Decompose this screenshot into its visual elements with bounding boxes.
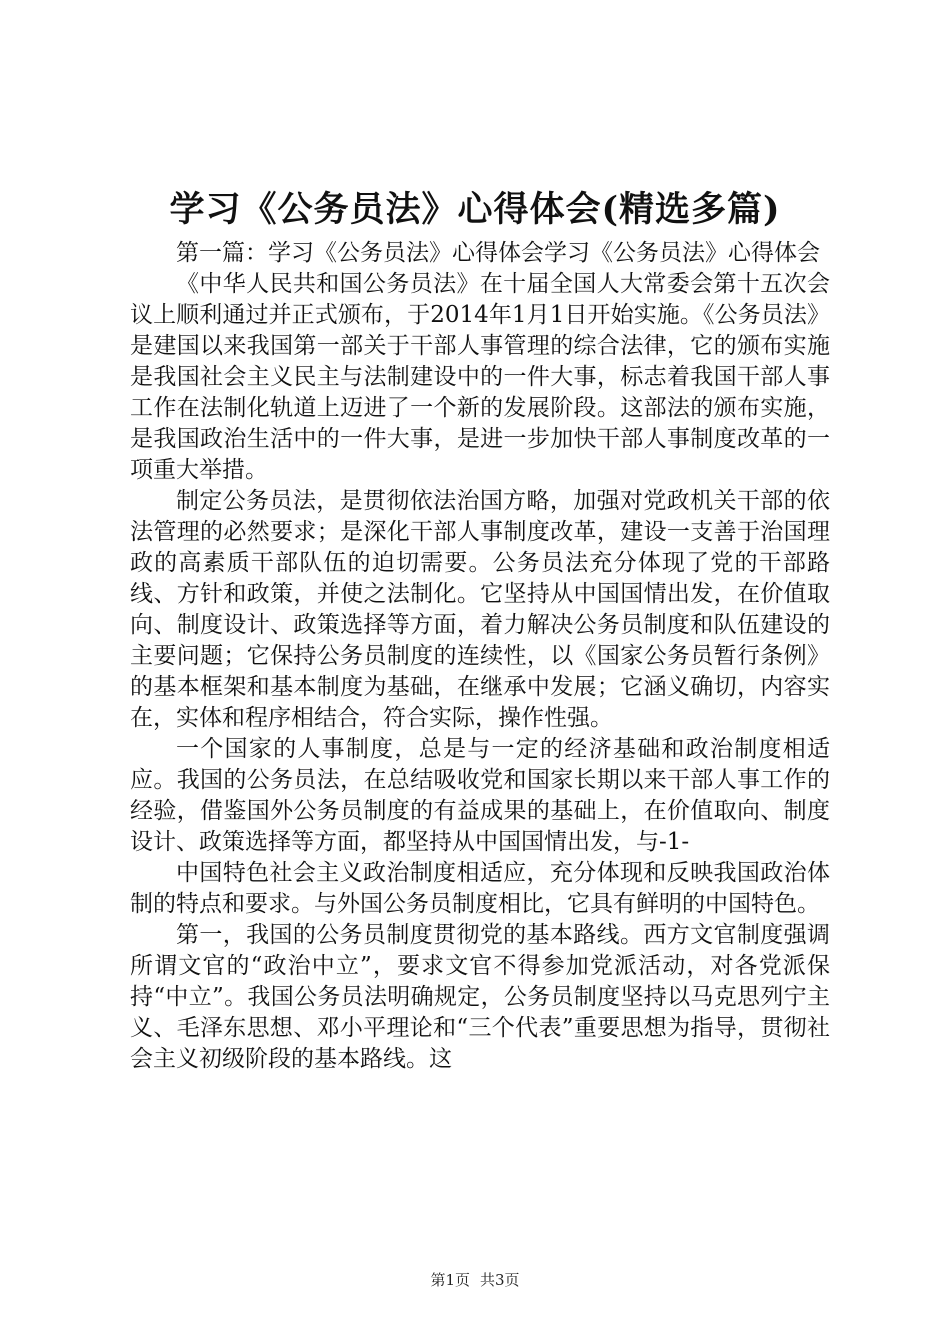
paragraph-2: 《中华人民共和国公务员法》在十届全国人大常委会第十五次会议上顺利通过并正式颁布，于2014年1月1日开始实施。《公务员法》是建国以来我国第一部关于干部人事管理的综合法律，它的颁布实施是我国社会主义民主与法制建设中的一件大事，标志着我国干部人事工作在法制化轨道上迈进了一个新的发展阶段。这部法的颁布实施，是我国政治生活中的一件大事，是进一步加快干部人事制度改革的一项重大举措。 [130, 271, 830, 483]
paragraph-4: 一个国家的人事制度，总是与一定的经济基础和政治制度相适应。我国的公务员法，在总结吸收党和国家长期以来干部人事工作的经验，借鉴国外公务员制度的有益成果的基础上，在价值取向、制度设计、政策选择等方面，都坚持从中国国情出发，与-1- [130, 736, 830, 855]
document-title: 学习《公务员法》心得体会(精选多篇) [169, 189, 781, 230]
paragraph-6: 第一，我国的公务员制度贯彻党的基本路线。西方文官制度强调所谓文官的“政治中立”，要求文官不得参加党派活动，对各党派保持“中立”。我国公务员法明确规定，公务员制度坚持以马克思列宁主义、毛泽东思想、邓小平理论和“三个代表”重要思想为指导，贯彻社会主义初级阶段的基本路线。这 [130, 922, 830, 1072]
document-body [130, 238, 830, 1075]
paragraph-1: 第一篇：学习《公务员法》心得体会学习《公务员法》心得体会 [176, 240, 820, 266]
page-total: 共3页 [480, 1271, 520, 1289]
page-footer [0, 1270, 950, 1290]
paragraph-5: 中国特色社会主义政治制度相适应，充分体现和反映我国政治体制的特点和要求。与外国公务员制度相比，它具有鲜明的中国特色。 [130, 860, 830, 917]
page-number: 第1页 [430, 1271, 470, 1289]
paragraph-3: 制定公务员法，是贯彻依法治国方略，加强对党政机关干部的依法管理的必然要求；是深化干部人事制度改革，建设一支善于治国理政的高素质干部队伍的迫切需要。公务员法充分体现了党的干部路线、方针和政策，并使之法制化。它坚持从中国国情出发，在价值取向、制度设计、政策选择等方面，着力解决公务员制度和队伍建设的主要问题；它保持公务员制度的连续性，以《国家公务员暂行条例》的基本框架和基本制度为基础，在继承中发展；它涵义确切，内容实在，实体和程序相结合，符合实际，操作性强。 [130, 488, 830, 731]
